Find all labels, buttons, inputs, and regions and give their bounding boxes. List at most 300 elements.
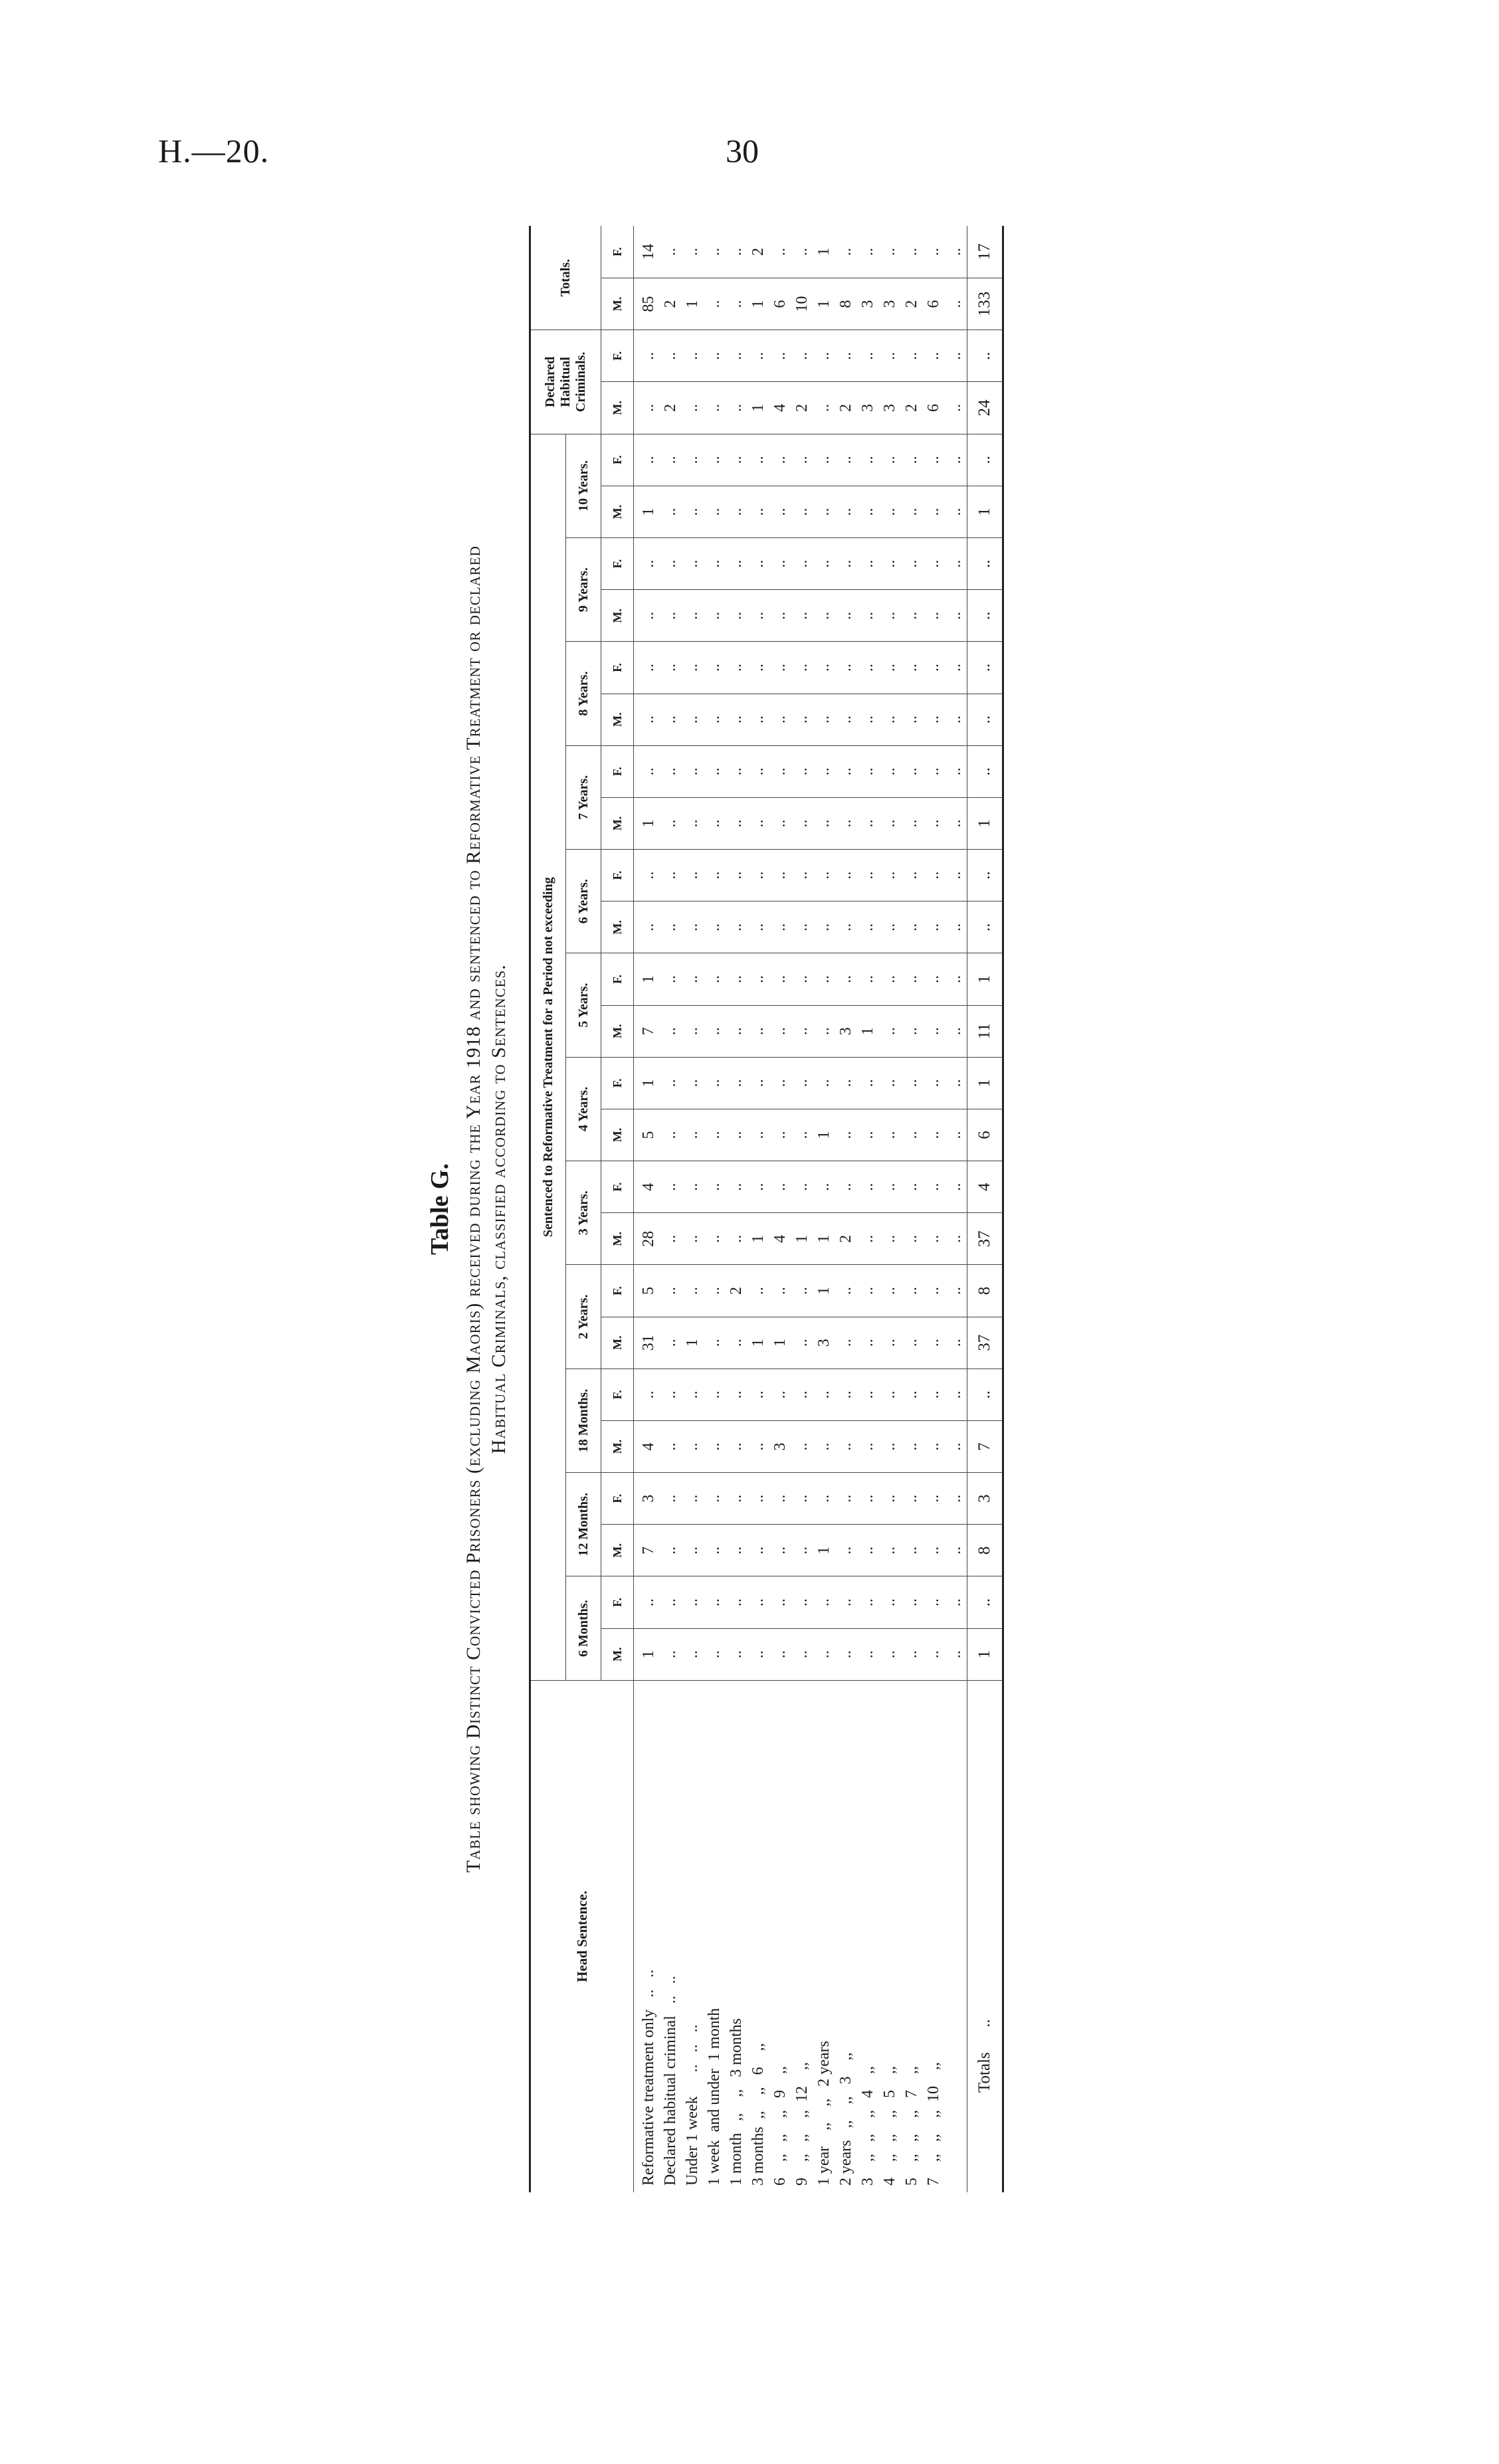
table-cell: 1: [682, 1317, 704, 1369]
table-cell: ..: [923, 1525, 945, 1576]
table-cell: ..: [857, 1525, 879, 1576]
table-cell: ..: [857, 1369, 879, 1420]
table-cell: ..: [857, 953, 879, 1005]
totals-cell: 17: [967, 226, 1003, 278]
table-cell: 3: [634, 1473, 660, 1525]
male-subheader: M.: [601, 278, 634, 330]
row-label: 1 month ,, ,, 3 months: [728, 2018, 745, 2186]
table-cell: ..: [748, 538, 769, 590]
table-cell: 1: [791, 1213, 813, 1265]
table-cell: ..: [634, 850, 660, 901]
table-cell: 1: [813, 1525, 835, 1576]
table-cell: ..: [945, 1420, 967, 1472]
table-cell: ..: [682, 590, 704, 642]
table-cell: ..: [682, 434, 704, 486]
table-cell: ..: [769, 797, 791, 849]
table-cell: ..: [945, 1317, 967, 1369]
table-row: [748, 226, 769, 2192]
table-cell: ..: [660, 1109, 682, 1161]
table-cell: ..: [704, 1628, 726, 1680]
table-cell: ..: [945, 1005, 967, 1057]
table-cell: ..: [748, 330, 769, 382]
table-cell: ..: [901, 1109, 923, 1161]
table-cell: ..: [945, 642, 967, 694]
table-cell: ..: [769, 745, 791, 797]
table-cell: ..: [901, 1265, 923, 1317]
table-cell: ..: [835, 1265, 857, 1317]
table-cell: ..: [879, 745, 901, 797]
table-cell: ..: [726, 226, 748, 278]
table-cell: ..: [704, 1161, 726, 1213]
table-cell: ..: [682, 226, 704, 278]
table-cell: ..: [791, 434, 813, 486]
table-cell: 31: [634, 1317, 660, 1369]
table-cell: ..: [769, 1525, 791, 1576]
table-cell: 2: [748, 226, 769, 278]
page-number: 30: [726, 132, 759, 169]
table-cell: ..: [726, 850, 748, 901]
table-cell: ..: [835, 1317, 857, 1369]
table-cell: ..: [682, 1057, 704, 1109]
table-cell: ..: [748, 850, 769, 901]
table-cell: ..: [682, 1109, 704, 1161]
table-row: [682, 226, 704, 2192]
table-cell: ..: [704, 1525, 726, 1576]
table-cell: ..: [726, 1473, 748, 1525]
table-cell: ..: [901, 745, 923, 797]
table-cell: ..: [835, 486, 857, 537]
table-cell: ..: [879, 642, 901, 694]
table-cell: ..: [726, 486, 748, 537]
table-cell: ..: [704, 797, 726, 849]
table-cell: 1: [813, 278, 835, 330]
table-cell: ..: [945, 850, 967, 901]
female-subheader: F.: [601, 1265, 634, 1317]
table-cell: ..: [835, 330, 857, 382]
table-row: [704, 226, 726, 2192]
table-cell: ..: [923, 953, 945, 1005]
male-subheader: M.: [601, 1628, 634, 1680]
table-cell: ..: [704, 694, 726, 745]
totals-cell: ..: [967, 538, 1003, 590]
table-cell: ..: [813, 1057, 835, 1109]
table-cell: ..: [945, 797, 967, 849]
table-cell: ..: [791, 1420, 813, 1472]
table-cell: ..: [945, 1265, 967, 1317]
table-cell: ..: [901, 590, 923, 642]
table-caption: [425, 226, 512, 2192]
table-cell: 2: [791, 382, 813, 434]
table-cell: ..: [748, 486, 769, 537]
table-header: [530, 226, 634, 2192]
table-cell: ..: [726, 1317, 748, 1369]
group-header: 9 Years.: [566, 538, 601, 642]
table-body: [634, 226, 967, 2192]
table-cell: ..: [769, 850, 791, 901]
table-cell: ..: [660, 901, 682, 953]
table-cell: ..: [726, 1161, 748, 1213]
table-cell: ..: [704, 1109, 726, 1161]
table-cell: ..: [748, 694, 769, 745]
table-cell: ..: [879, 1576, 901, 1628]
table-cell: 2: [901, 382, 923, 434]
row-label: Declared habitual criminal .. ..: [662, 1976, 679, 2186]
table-cell: ..: [945, 538, 967, 590]
female-subheader: F.: [601, 642, 634, 694]
table-cell: ..: [682, 1576, 704, 1628]
table-cell: ..: [857, 1576, 879, 1628]
table-cell: ..: [726, 1057, 748, 1109]
table-cell: ..: [791, 1369, 813, 1420]
table-cell: ..: [901, 953, 923, 1005]
table-cell: ..: [879, 1005, 901, 1057]
table-cell: ..: [835, 226, 857, 278]
table-cell: ..: [791, 1576, 813, 1628]
table-cell: 3: [879, 278, 901, 330]
table-cell: ..: [726, 434, 748, 486]
male-subheader: M.: [601, 382, 634, 434]
table-cell: ..: [704, 1576, 726, 1628]
table-cell: ..: [857, 1473, 879, 1525]
table-cell: ..: [813, 1576, 835, 1628]
group-header: 6 Months.: [566, 1576, 601, 1680]
table-row: [726, 226, 748, 2192]
totals-cell: 37: [967, 1213, 1003, 1265]
table-cell: 3: [857, 382, 879, 434]
table-cell: ..: [945, 1161, 967, 1213]
table-cell: ..: [660, 538, 682, 590]
table-cell: ..: [769, 226, 791, 278]
table-cell: ..: [704, 278, 726, 330]
totals-cell: ..: [967, 694, 1003, 745]
table-cell: ..: [901, 330, 923, 382]
head-sentence-header: Head Sentence.: [530, 1680, 634, 2192]
table-cell: 1: [634, 1057, 660, 1109]
group-header: 8 Years.: [566, 642, 601, 745]
table-cell: ..: [660, 1473, 682, 1525]
table-cell: 1: [857, 1005, 879, 1057]
table-cell: ..: [901, 226, 923, 278]
table-cell: ..: [923, 330, 945, 382]
table-cell: ..: [682, 745, 704, 797]
table-cell: 1: [748, 278, 769, 330]
table-cell: ..: [945, 486, 967, 537]
row-label: [945, 1680, 967, 2192]
table-cell: ..: [791, 797, 813, 849]
table-cell: ..: [857, 1317, 879, 1369]
male-subheader: M.: [601, 1109, 634, 1161]
table-cell: 4: [634, 1420, 660, 1472]
table-cell: ..: [835, 434, 857, 486]
table-cell: ..: [879, 590, 901, 642]
table-cell: ..: [634, 745, 660, 797]
row-label: Reformative treatment only .. ..: [640, 1969, 657, 2186]
table-cell: ..: [945, 1628, 967, 1680]
table-cell: 1: [813, 1213, 835, 1265]
table-row: [769, 226, 791, 2192]
table-cell: ..: [748, 1057, 769, 1109]
table-cell: ..: [901, 434, 923, 486]
group-header: 5 Years.: [566, 953, 601, 1057]
totals-cell: 8: [967, 1265, 1003, 1317]
table-cell: ..: [660, 1213, 682, 1265]
table-cell: 4: [634, 1161, 660, 1213]
totals-cell: 8: [967, 1525, 1003, 1576]
table-cell: ..: [835, 1420, 857, 1472]
table-cell: ..: [813, 1161, 835, 1213]
table-cell: ..: [923, 1161, 945, 1213]
table-cell: ..: [682, 1525, 704, 1576]
totals-cell: ..: [967, 330, 1003, 382]
totals-cell: 37: [967, 1317, 1003, 1369]
table-cell: ..: [923, 1576, 945, 1628]
table-cell: ..: [634, 694, 660, 745]
table-cell: ..: [791, 1109, 813, 1161]
table-cell: ..: [748, 590, 769, 642]
table-cell: ..: [945, 694, 967, 745]
table-cell: ..: [791, 1005, 813, 1057]
group-header: 7 Years.: [566, 745, 601, 849]
table-cell: ..: [634, 434, 660, 486]
table-cell: ..: [704, 590, 726, 642]
table-cell: ..: [682, 797, 704, 849]
group-header: 10 Years.: [566, 434, 601, 537]
table-cell: ..: [857, 538, 879, 590]
table-cell: ..: [879, 850, 901, 901]
table-cell: ..: [634, 590, 660, 642]
table-cell: ..: [835, 901, 857, 953]
table-cell: ..: [879, 1525, 901, 1576]
table-footer: [967, 226, 1003, 2192]
table-cell: 4: [769, 382, 791, 434]
table-cell: ..: [857, 486, 879, 537]
table-cell: 6: [923, 382, 945, 434]
totals-cell: ..: [967, 1576, 1003, 1628]
table-cell: ..: [769, 953, 791, 1005]
table-cell: ..: [682, 850, 704, 901]
table-name: Table G.: [426, 1163, 454, 1255]
male-subheader: M.: [601, 1525, 634, 1576]
page-reference: H.—20.: [158, 132, 270, 169]
table-cell: ..: [879, 1628, 901, 1680]
table-cell: ..: [879, 694, 901, 745]
table-cell: ..: [945, 1369, 967, 1420]
female-subheader: F.: [601, 226, 634, 278]
table-row: [813, 226, 835, 2192]
table-cell: ..: [726, 642, 748, 694]
table-cell: 8: [835, 278, 857, 330]
totals-cell: 7: [967, 1420, 1003, 1472]
table-cell: ..: [791, 745, 813, 797]
table-cell: 3: [857, 278, 879, 330]
table-cell: ..: [835, 1109, 857, 1161]
table-cell: ..: [791, 538, 813, 590]
table-cell: ..: [901, 1161, 923, 1213]
table-cell: ..: [923, 1213, 945, 1265]
table-cell: 1: [748, 1213, 769, 1265]
totals-cell: ..: [967, 901, 1003, 953]
table-cell: 1: [634, 797, 660, 849]
table-cell: ..: [835, 538, 857, 590]
table-cell: ..: [682, 642, 704, 694]
table-cell: ..: [726, 1525, 748, 1576]
table-cell: ..: [901, 538, 923, 590]
table-cell: ..: [634, 1369, 660, 1420]
table-cell: ..: [769, 1473, 791, 1525]
table-cell: ..: [704, 1317, 726, 1369]
table-cell: ..: [682, 1161, 704, 1213]
group-header-habitual: Declared Habitual Criminals.: [530, 330, 601, 434]
table-cell: ..: [835, 694, 857, 745]
table-cell: ..: [945, 382, 967, 434]
table-cell: ..: [634, 382, 660, 434]
totals-label: Totals ..: [967, 1680, 1003, 2192]
table-cell: ..: [857, 1213, 879, 1265]
table-cell: ..: [923, 1005, 945, 1057]
table-cell: ..: [879, 486, 901, 537]
totals-cell: ..: [967, 642, 1003, 694]
table-cell: ..: [901, 486, 923, 537]
table-cell: 14: [634, 226, 660, 278]
group-header: 6 Years.: [566, 850, 601, 953]
table-cell: ..: [769, 538, 791, 590]
table-cell: ..: [704, 226, 726, 278]
table-cell: ..: [879, 1265, 901, 1317]
table-cell: ..: [945, 901, 967, 953]
table-cell: ..: [923, 1369, 945, 1420]
table-cell: 1: [813, 1265, 835, 1317]
table-cell: ..: [704, 1369, 726, 1420]
table-cell: ..: [813, 486, 835, 537]
sentences-table: [529, 226, 1004, 2192]
female-subheader: F.: [601, 1057, 634, 1109]
table-cell: ..: [857, 1109, 879, 1161]
table-cell: ..: [726, 590, 748, 642]
table-cell: ..: [879, 1213, 901, 1265]
table-cell: ..: [857, 1628, 879, 1680]
table-cell: ..: [835, 953, 857, 1005]
table-cell: ..: [682, 1213, 704, 1265]
row-label: 6 ,, ,, ,, 9 ,,: [771, 2066, 789, 2186]
table-cell: ..: [704, 1473, 726, 1525]
table-cell: ..: [726, 1369, 748, 1420]
table-cell: ..: [660, 797, 682, 849]
totals-cell: 11: [967, 1005, 1003, 1057]
table-cell: ..: [791, 1317, 813, 1369]
table-cell: 7: [634, 1525, 660, 1576]
group-header: 2 Years.: [566, 1265, 601, 1369]
table-row: [923, 226, 945, 2192]
table-cell: ..: [813, 434, 835, 486]
table-cell: 1: [748, 382, 769, 434]
table-cell: ..: [791, 226, 813, 278]
table-cell: 7: [634, 1005, 660, 1057]
table-cell: ..: [748, 901, 769, 953]
totals-cell: 133: [967, 278, 1003, 330]
table-cell: ..: [704, 1420, 726, 1472]
female-subheader: F.: [601, 745, 634, 797]
table-cell: ..: [634, 1576, 660, 1628]
table-cell: 4: [769, 1213, 791, 1265]
table-cell: ..: [748, 1420, 769, 1472]
table-cell: ..: [769, 694, 791, 745]
table-cell: ..: [901, 1005, 923, 1057]
table-cell: ..: [748, 745, 769, 797]
table-cell: ..: [660, 1525, 682, 1576]
table-cell: 1: [769, 1317, 791, 1369]
table-cell: ..: [660, 1265, 682, 1317]
totals-cell: 3: [967, 1473, 1003, 1525]
table-cell: 2: [835, 382, 857, 434]
totals-cell: ..: [967, 590, 1003, 642]
table-cell: ..: [660, 850, 682, 901]
table-cell: ..: [835, 590, 857, 642]
table-cell: 3: [835, 1005, 857, 1057]
table-cell: 3: [813, 1317, 835, 1369]
table-cell: ..: [748, 642, 769, 694]
table-cell: ..: [634, 642, 660, 694]
table-row: [791, 226, 813, 2192]
totals-cell: 1: [967, 486, 1003, 537]
table-cell: 2: [726, 1265, 748, 1317]
table-cell: ..: [857, 330, 879, 382]
totals-cell: 1: [967, 953, 1003, 1005]
table-cell: ..: [879, 797, 901, 849]
male-subheader: M.: [601, 901, 634, 953]
table-cell: ..: [748, 1161, 769, 1213]
table-cell: ..: [769, 590, 791, 642]
table-cell: ..: [726, 1109, 748, 1161]
female-subheader: F.: [601, 538, 634, 590]
table-cell: ..: [813, 953, 835, 1005]
table-cell: ..: [835, 1057, 857, 1109]
table-cell: ..: [879, 330, 901, 382]
table-cell: ..: [901, 850, 923, 901]
table-cell: ..: [769, 1005, 791, 1057]
table-cell: ..: [945, 953, 967, 1005]
table-cell: ..: [682, 694, 704, 745]
table-cell: ..: [791, 330, 813, 382]
table-cell: ..: [879, 953, 901, 1005]
table-cell: ..: [791, 642, 813, 694]
table-cell: ..: [857, 850, 879, 901]
table-cell: ..: [901, 1473, 923, 1525]
table-cell: ..: [813, 1420, 835, 1472]
table-cell: ..: [945, 745, 967, 797]
table-cell: ..: [769, 1576, 791, 1628]
table-cell: ..: [813, 538, 835, 590]
table-cell: ..: [682, 953, 704, 1005]
row-label: 1 week and under 1 month: [706, 2008, 723, 2186]
table-cell: ..: [813, 382, 835, 434]
table-cell: ..: [901, 1369, 923, 1420]
table-cell: ..: [682, 1265, 704, 1317]
table-cell: ..: [835, 1473, 857, 1525]
table-cell: ..: [813, 642, 835, 694]
group-header: 3 Years.: [566, 1161, 601, 1265]
table-cell: ..: [660, 486, 682, 537]
table-cell: ..: [945, 1057, 967, 1109]
table-cell: ..: [748, 1473, 769, 1525]
table-cell: ..: [857, 226, 879, 278]
table-cell: ..: [835, 745, 857, 797]
table-cell: ..: [726, 1213, 748, 1265]
group-header: 12 Months.: [566, 1473, 601, 1576]
table-cell: ..: [945, 1473, 967, 1525]
table-cell: ..: [791, 1473, 813, 1525]
table-cell: ..: [704, 1265, 726, 1317]
table-cell: ..: [791, 590, 813, 642]
